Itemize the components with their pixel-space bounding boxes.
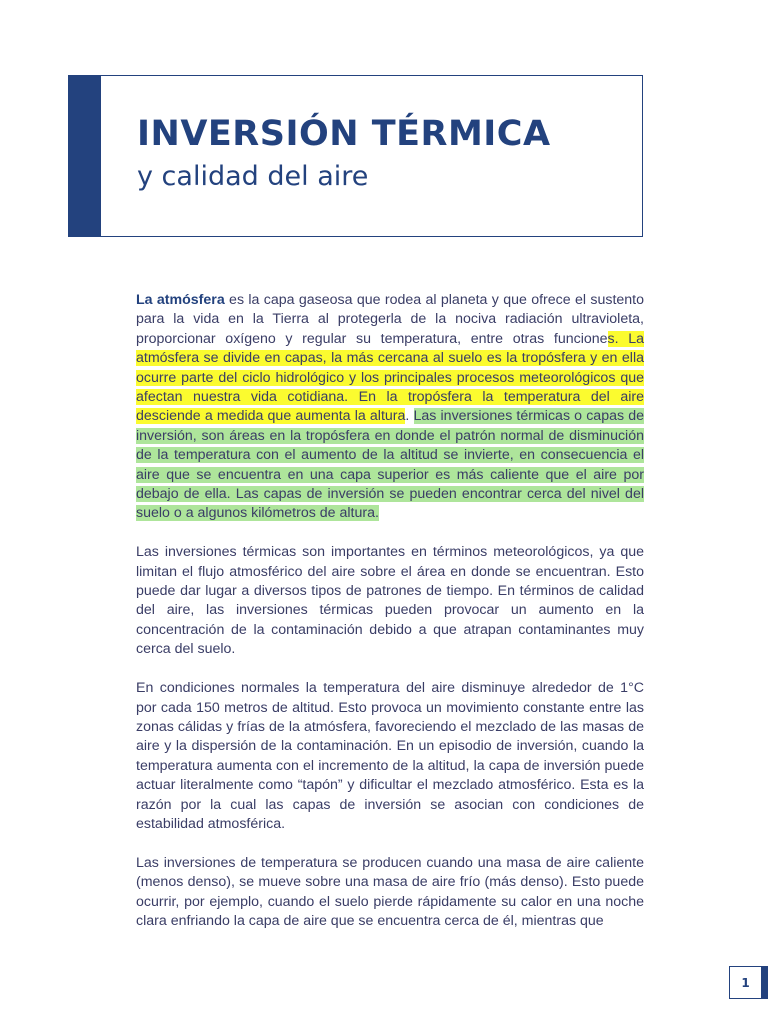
paragraph-normal-conditions: En condiciones normales la temperatura del aire disminuye alrededor de 1°C por cada 150 metros de altitud. Esto provoca un movimiento constante entre las zonas cálidas y frías de la atmósfera, favoreciendo el mezclado de las masas de aire y la dispersión de la contaminación. En un episodio de inversión, cuando la temperatura aumenta con el incremento de la altitud, la capa de inversión puede actuar literalmente como “tapón” y dificultar el mezclado atmosférico. Esta es la razón por la cual las capas de inversión se asocian con condiciones de estabilidad atmosférica.: [136, 680, 644, 832]
lead-term: La atmósfera: [136, 292, 225, 308]
paragraph-importance: Las inversiones térmicas son importantes en términos meteorológicos, ya que limitan el flujo atmosférico del aire sobre el área en donde se encuentran. Esto puede dar lugar a diversos tipos de patrones de tiempo. En términos de calidad del aire, las inversiones térmicas pueden provocar un aumento en la concentración de la contaminación debido a que atrapan contaminantes muy cerca del suelo.: [136, 544, 644, 658]
page-subtitle: y calidad del aire: [137, 161, 369, 192]
paragraph-text: es la capa gaseosa que rodea al planeta y que ofrece el sustento para la vida en la Tierra al protegerla de la nociva radiación ultravioleta, proporcionar oxígeno y regular su temperatura, entre otras funcione: [136, 292, 645, 347]
title-box: [68, 75, 643, 237]
page-number: 1: [729, 966, 762, 999]
page-edge-tab: [762, 966, 768, 999]
highlight-green: Las inversiones térmicas o capas de inversión, son áreas en la tropósfera en donde el patrón normal de disminución de la temperatura con el aumento de la altitud se invierte, en consecuencia el aire que se encuentra en una capa superior es más caliente que el aire por debajo de ella. Las capas de inversión se pueden encontrar cerca del nivel del suelo o a algunos kilómetros de altura.: [136, 408, 645, 522]
paragraph-atmosphere: [136, 291, 644, 524]
title-accent-bar: [69, 76, 101, 236]
page-title: INVERSIÓN TÉRMICA: [137, 114, 551, 154]
paragraph-temperature-inversions: Las inversiones de temperatura se producen cuando una masa de aire caliente (menos denso), se mueve sobre una masa de aire frío (más denso). Esto puede ocurrir, por ejemplo, cuando el suelo pierde rápidamente su calor en una noche clara enfriando la capa de aire que se encuentra cerca de él, mientras que: [136, 854, 644, 929]
highlight-yellow: s. La atmósfera se divide en capas, la más cercana al suelo es la tropósfera y en ella ocurre parte del ciclo hidrológico y los principales procesos meteorológicos que afectan nuestra vida cotidiana. En la tropósfera la temperatura del aire desciende a medida que aumenta la altura: [136, 330, 644, 425]
body-text: [136, 291, 644, 931]
paragraph-separator: .: [405, 408, 414, 425]
